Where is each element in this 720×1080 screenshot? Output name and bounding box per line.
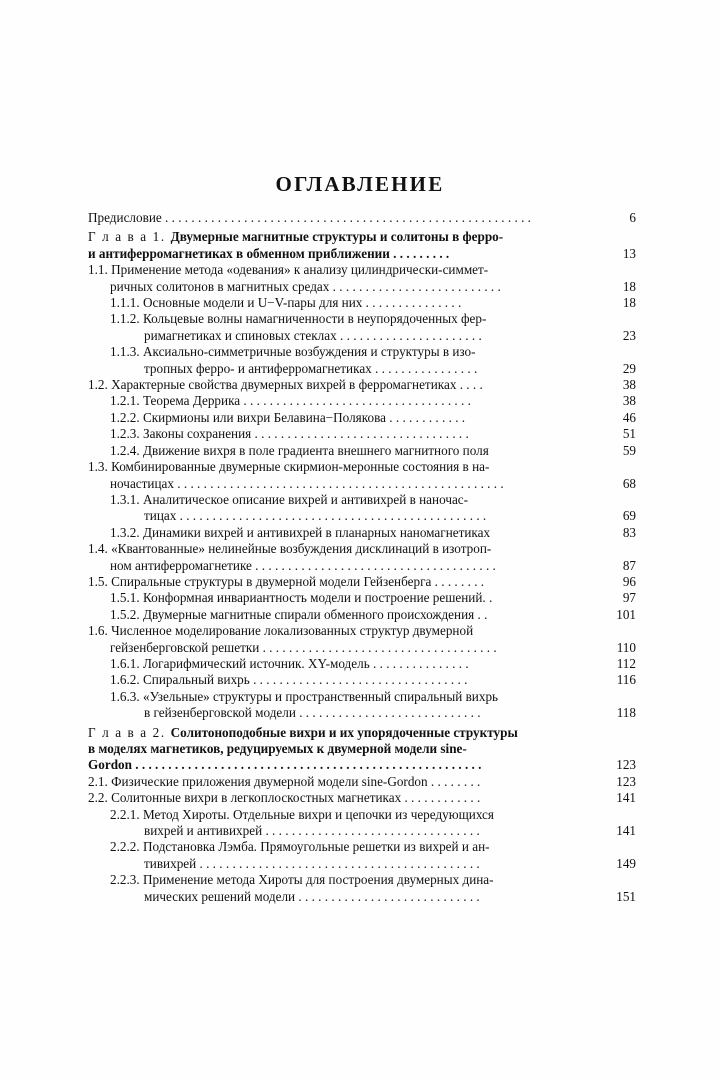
toc-entry[interactable] [88, 525, 636, 541]
toc-entry-title [88, 623, 592, 656]
toc-entry-page: 59 [622, 442, 636, 458]
toc-entry[interactable] [88, 210, 636, 226]
toc-entry[interactable] [88, 410, 636, 426]
page-title: ОГЛАВЛЕНИЕ [275, 172, 445, 196]
toc-entry-title [110, 393, 592, 409]
toc-entry-line: Предисловие . . . . . . . . . . . . . . . . . . . . . . . . . . . . . . . . . . . . . . . . . . . . . . . . . . . . . . . . [88, 210, 531, 225]
toc-entry-line: 1.1.1. Основные модели и U−V-пары для них . . . . . . . . . . . . . . . [110, 295, 462, 311]
toc-entry-title [110, 607, 592, 623]
toc-entry-page: 149 [616, 855, 636, 871]
toc-chapter-label: Г л а в а 1. [88, 229, 171, 245]
toc-entry-page: 116 [616, 672, 636, 688]
toc-entry[interactable] [88, 790, 636, 806]
toc-entry-page: 87 [622, 557, 636, 573]
toc-entry-page: 83 [622, 524, 636, 540]
toc-entry-line: 1.6.3. «Узельные» структуры и пространственный спиральный вихрь [110, 688, 499, 704]
toc-entry-line: тицах . . . . . . . . . . . . . . . . . . . . . . . . . . . . . . . . . . . . . . . . . . . . . . . [144, 508, 487, 524]
toc-entry-line: 1.3.1. Аналитическое описание вихрей и антивихрей в наночас- [110, 491, 469, 507]
toc-entry-page: 123 [616, 773, 636, 789]
toc-entry-title [88, 725, 592, 774]
toc-entry-page: 97 [622, 590, 636, 606]
toc-entry-page: 110 [616, 639, 636, 655]
toc-entry-page: 6 [629, 210, 636, 225]
toc-entry[interactable] [88, 443, 636, 459]
toc-entry-line: 1.6.2. Спиральный вихрь . . . . . . . . . . . . . . . . . . . . . . . . . . . . . . . . . [110, 672, 468, 688]
toc-entry-title [110, 672, 592, 688]
toc-entry[interactable] [88, 623, 636, 656]
toc-entry[interactable] [88, 295, 636, 311]
toc-entry-line: 1.1. Применение метода «одевания» к анализу цилиндрически-симмет- [88, 262, 489, 278]
toc-entry-line: 1.5.1. Конформная инвариантность модели и построение решений. . [110, 590, 493, 606]
toc-entry-page: 51 [622, 426, 636, 442]
toc-entry-line: в моделях магнетиков, редуцируемых к двумерной модели sine- [88, 741, 467, 756]
table-of-contents [88, 210, 636, 905]
toc-entry-line: Gordon . . . . . . . . . . . . . . . . . . . . . . . . . . . . . . . . . . . . . . . . . . . . . . . . . . . . . [88, 757, 482, 773]
toc-entry-title [88, 210, 592, 226]
toc-entry[interactable] [88, 262, 636, 295]
toc-entry-title [88, 262, 592, 295]
toc-entry-page: 18 [622, 295, 636, 311]
toc-entry-line: вихрей и антивихрей . . . . . . . . . . . . . . . . . . . . . . . . . . . . . . . . . [144, 823, 480, 839]
toc-entry[interactable] [88, 872, 636, 905]
toc-entry-line: 1.1.3. Аксиально-симметричные возбуждения и структуры в изо- [110, 344, 476, 360]
toc-entry-line: 1.2.3. Законы сохранения . . . . . . . . . . . . . . . . . . . . . . . . . . . . . . . . . [110, 426, 469, 442]
toc-entry-line: 1.2.2. Скирмионы или вихри Белавина−Полякова . . . . . . . . . . . . [110, 409, 466, 425]
toc-entry[interactable] [88, 807, 636, 840]
toc-entry-line: Двумерные магнитные структуры и солитоны в ферро- [170, 229, 504, 245]
toc-entry[interactable] [88, 574, 636, 590]
toc-entry-line: гейзенберговской решетки . . . . . . . . . . . . . . . . . . . . . . . . . . . . . . . . . . . . [110, 639, 497, 655]
toc-entry-title [110, 872, 592, 905]
toc-entry-line: и антиферромагнетиках в обменном приближении . . . . . . . . . [88, 245, 450, 261]
toc-entry-line: ричных солитонов в магнитных средах . . . . . . . . . . . . . . . . . . . . . . . . . . [110, 278, 501, 294]
toc-entry-title [110, 344, 592, 377]
toc-entry-line: 2.2. Солитонные вихри в легкоплоскостных магнетиках . . . . . . . . . . . . [88, 790, 481, 806]
toc-entry-line: 1.3.2. Динамики вихрей и антивихрей в планарных наномагнетиках [110, 524, 491, 540]
toc-entry-title [110, 443, 592, 459]
toc-entry[interactable] [88, 393, 636, 409]
toc-entry-title [88, 377, 592, 393]
toc-entry-title [110, 807, 592, 840]
toc-entry-page: 29 [622, 360, 636, 376]
toc-entry-line: 1.3. Комбинированные двумерные скирмион-меронные состояния в на- [88, 459, 490, 475]
toc-entry-line: 1.4. «Квантованные» нелинейные возбуждения дисклинаций в изотроп- [88, 541, 492, 557]
toc-entry[interactable] [88, 377, 636, 393]
toc-entry-title [110, 295, 592, 311]
toc-entry-line: 1.6. Численное моделирование локализованных структур двумерной [88, 623, 474, 639]
toc-chapter-label: Г л а в а 2. [88, 724, 171, 740]
toc-entry-line: 1.2.4. Движение вихря в поле градиента внешнего магнитного поля [110, 442, 489, 458]
toc-entry[interactable] [88, 311, 636, 344]
toc-entry-page: 23 [622, 327, 636, 343]
toc-entry-line: 2.2.3. Применение метода Хироты для построения двумерных дина- [110, 872, 494, 888]
toc-entry[interactable] [88, 492, 636, 525]
toc-entry-title [88, 541, 592, 574]
toc-entry-line: тивихрей . . . . . . . . . . . . . . . . . . . . . . . . . . . . . . . . . . . . . . . . . . . [144, 855, 480, 871]
toc-entry-line: 2.1. Физические приложения двумерной модели sine-Gordon . . . . . . . . [88, 773, 481, 789]
toc-entry[interactable] [88, 689, 636, 722]
toc-entry-line: в гейзенберговской модели . . . . . . . . . . . . . . . . . . . . . . . . . . . . [144, 705, 481, 721]
toc-entry-title [110, 525, 592, 541]
toc-entry-line: 1.5.2. Двумерные магнитные спирали обменного происхождения . . [110, 606, 488, 622]
toc-entry-line: 1.6.1. Логарифмический источник. XY-модель . . . . . . . . . . . . . . . [110, 655, 469, 671]
toc-entry-page: 38 [622, 377, 636, 393]
toc-entry-page: 18 [622, 278, 636, 294]
toc-entry-title [88, 790, 592, 806]
toc-entry-page: 96 [622, 573, 636, 589]
toc-entry-title [88, 459, 592, 492]
toc-entry-line: 2.2.2. Подстановка Лэмба. Прямоугольные решетки из вихрей и ан- [110, 839, 490, 855]
toc-entry-line: ном антиферромагнетике . . . . . . . . . . . . . . . . . . . . . . . . . . . . . . . . . . . . . [110, 557, 496, 573]
toc-entry-line: мических решений модели . . . . . . . . . . . . . . . . . . . . . . . . . . . . [144, 888, 480, 904]
toc-entry-page: 101 [616, 606, 636, 622]
toc-entry-line: тропных ферро- и антиферромагнетиках . . . . . . . . . . . . . . . . [144, 360, 478, 376]
toc-entry[interactable] [88, 426, 636, 442]
toc-entry-line: 1.2. Характерные свойства двумерных вихрей в ферромагнетиках . . . . [88, 377, 483, 393]
toc-entry-title [88, 774, 592, 790]
toc-entry[interactable] [88, 672, 636, 688]
toc-entry-page: 38 [622, 393, 636, 409]
toc-entry-title [110, 311, 592, 344]
toc-entry-line: римагнетиках и спиновых стеклах . . . . . . . . . . . . . . . . . . . . . . [144, 327, 482, 343]
toc-entry-title [110, 492, 592, 525]
toc-entry-title [110, 590, 592, 606]
toc-entry-title [88, 574, 592, 590]
toc-entry[interactable] [88, 541, 636, 574]
toc-entry-page: 46 [622, 409, 636, 425]
toc-entry-line: 2.2.1. Метод Хироты. Отдельные вихри и цепочки из чередующихся [110, 806, 494, 822]
toc-entry-title [110, 689, 592, 722]
toc-entry[interactable] [88, 656, 636, 672]
toc-entry-page: 141 [616, 790, 636, 806]
toc-entry-title [110, 839, 592, 872]
toc-entry[interactable] [88, 607, 636, 623]
toc-entry-line: 1.5. Спиральные структуры в двумерной модели Гейзенберга . . . . . . . . [88, 573, 485, 589]
toc-entry-page: 112 [616, 655, 636, 671]
toc-entry-title [110, 426, 592, 442]
toc-entry[interactable] [88, 590, 636, 606]
toc-entry[interactable] [88, 774, 636, 790]
toc-entry-title [88, 229, 592, 262]
toc-entry[interactable] [88, 725, 636, 774]
toc-entry-page: 141 [616, 823, 636, 839]
toc-entry[interactable] [88, 344, 636, 377]
toc-entry[interactable] [88, 839, 636, 872]
toc-entry-line: ночастицах . . . . . . . . . . . . . . . . . . . . . . . . . . . . . . . . . . . . . . . . . . . . . . . . . . [110, 475, 504, 491]
toc-entry-page: 68 [622, 475, 636, 491]
toc-entry-title [110, 410, 592, 426]
toc-entry-page: 123 [616, 757, 636, 773]
toc-entry-page: 13 [622, 245, 636, 261]
toc-entry-page: 118 [616, 705, 636, 721]
toc-entry-line: 1.1.2. Кольцевые волны намагниченности в неупорядоченных фер- [110, 311, 487, 327]
toc-entry-page: 151 [616, 888, 636, 904]
toc-entry-title [110, 656, 592, 672]
toc-entry-page: 69 [622, 508, 636, 524]
toc-entry-line: Солитоноподобные вихри и их упорядоченные структуры [170, 724, 518, 740]
toc-entry[interactable] [88, 459, 636, 492]
toc-entry[interactable] [88, 229, 636, 262]
toc-entry-line: 1.2.1. Теорема Деррика . . . . . . . . . . . . . . . . . . . . . . . . . . . . . . . . . . . [110, 393, 471, 409]
